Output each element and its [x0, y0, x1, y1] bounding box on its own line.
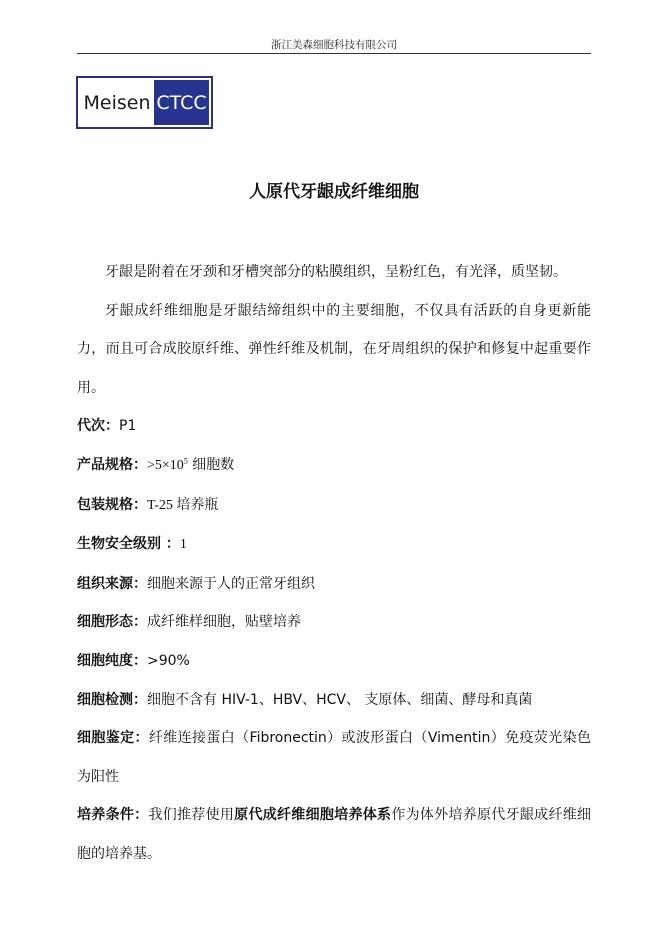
paragraph-description: 牙龈成纤维细胞是牙龈结缔组织中的主要细胞，不仅具有活跃的自身更新能力，而且可合成胶原纤维、弹性纤维及机制，在牙周组织的保护和修复中起重要作用。 — [77, 302, 591, 396]
field-label: 细胞形态： — [77, 614, 147, 631]
field-identification — [77, 719, 591, 796]
field-detection — [77, 681, 591, 720]
field-passage — [77, 407, 591, 446]
field-value: T-25 培养瓶 — [147, 497, 219, 513]
field-value: 细胞来源于人的正常牙组织 — [147, 575, 315, 592]
field-tissue-source — [77, 565, 591, 604]
field-label: 生物安全级别 ： — [77, 536, 180, 553]
field-value: 纤维连接蛋白（Fibronectin）或波形蛋白（Vimentin）免疫荧光染色为阳性 — [77, 730, 591, 785]
field-exponent: 5 — [183, 456, 188, 466]
field-value-suffix: 细胞数 — [187, 456, 235, 473]
field-culture — [77, 796, 591, 873]
field-value-emphasis: 原代成纤维细胞培养体系 — [234, 807, 392, 824]
page-title: 人原代牙龈成纤维细胞 — [249, 182, 419, 202]
document-body — [77, 253, 591, 874]
paragraph-intro: 牙龈是附着在牙颈和牙槽突部分的粘膜组织，呈粉红色，有光泽，质坚韧。 — [105, 264, 567, 280]
company-logo — [76, 76, 213, 129]
field-value: 成纤维样细胞，贴壁培养 — [147, 614, 301, 631]
field-spec — [77, 446, 591, 486]
field-label: 代次： — [77, 418, 119, 435]
logo-right-text: CTCC — [154, 80, 209, 125]
field-value: 我们推荐使用 — [148, 807, 235, 824]
field-label: 细胞鉴定： — [77, 730, 149, 747]
field-label: 包装规格： — [77, 496, 147, 513]
field-label: 细胞检测： — [77, 691, 147, 708]
field-label: 培养条件： — [77, 807, 149, 824]
field-packaging — [77, 486, 591, 526]
field-morphology — [77, 603, 591, 642]
field-value-tail: 作为体外培养原代牙龈成纤维细胞的培养基。 — [77, 807, 592, 862]
field-value: >5×10 — [147, 457, 184, 473]
field-value: P1 — [119, 418, 137, 435]
logo-left-text: Meisen — [83, 91, 151, 114]
header-company-name: 浙江美森细胞科技有限公司 — [271, 39, 397, 51]
field-label: 细胞纯度： — [77, 652, 147, 669]
field-value: >90% — [147, 652, 190, 669]
field-purity — [77, 642, 591, 681]
field-biosafety — [77, 525, 591, 565]
field-value: 1 — [179, 537, 187, 553]
field-label: 组织来源： — [77, 575, 147, 592]
field-value: 细胞不含有 HIV-1、HBV、HCV、 支原体、细菌、酵母和真菌 — [147, 691, 533, 708]
field-label: 产品规格： — [77, 456, 147, 473]
header-divider — [77, 53, 591, 54]
